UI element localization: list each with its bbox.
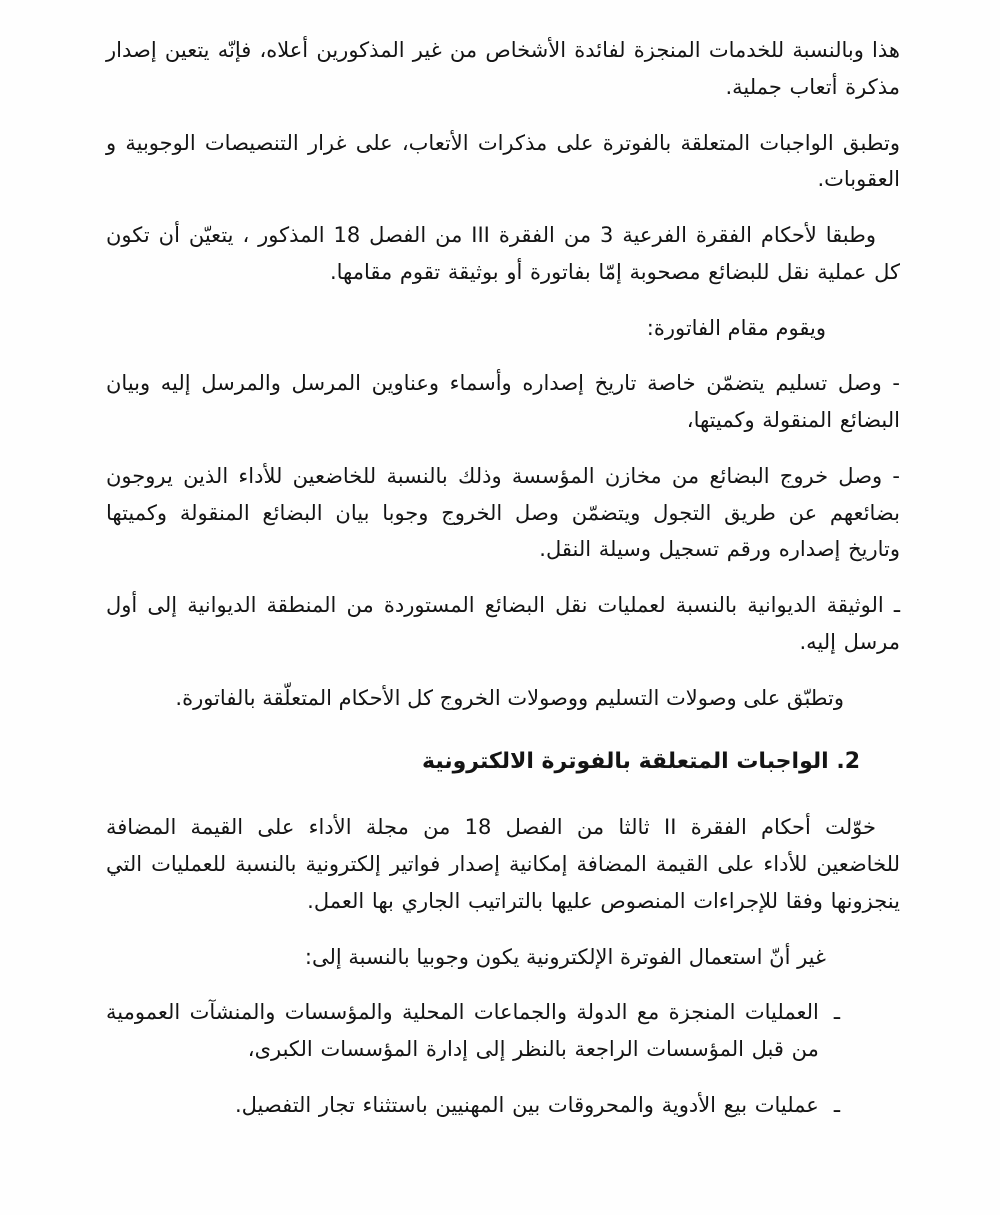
paragraph-goods-transport-requirement: وطبقا لأحكام الفقرة الفرعية 3 من الفقرة III من الفصل 18 المذكور ، يتعيّن أن تكون كل عملية نقل للبضائع مصحوبة إمّا بفاتورة أو بوثيقة تقوم مقامها. <box>106 223 900 284</box>
list-item-customs-document: ـ الوثيقة الديوانية بالنسبة لعمليات نقل البضائع المستوردة من المنطقة الديوانية إلى أول مرسل إليه. <box>106 593 900 654</box>
paragraph-fee-notes-obligations: وتطبق الواجبات المتعلقة بالفوترة على مذكرات الأتعاب، على غرار التنصيصات الوجوبية و العقوبات. <box>106 130 900 192</box>
dash-marker: ـ <box>833 1092 840 1117</box>
list-item-state-public-operations <box>106 994 840 1068</box>
list-item-goods-exit-receipt: - وصل خروج البضائع من مخازن المؤسسة وذلك بالنسبة للخاضعين للأداء الذين يروجون بضائعهم عن طريق التجول ويتضمّن وصل الخروج وجوبا بيان البضائع المنقولة وكميتها وتاريخ إصداره ورقم تسجيل وسيلة النقل. <box>106 463 900 562</box>
dash-marker: ـ <box>833 1000 840 1025</box>
paragraph-receipts-invoice-provisions: وتطبّق على وصولات التسليم ووصولات الخروج كل الأحكام المتعلّقة بالفاتورة. <box>175 685 844 710</box>
paragraph-services-fee-note: هذا وبالنسبة للخدمات المنجزة لفائدة الأشخاص من غير المذكورين أعلاه، فإنّه يتعين إصدار مذكرة أتعاب جملية. <box>106 38 900 99</box>
list-item-delivery-receipt: - وصل تسليم يتضمّن خاصة تاريخ إصداره وأسماء وعناوين المرسل والمرسل إليه وبيان البضائع المنقولة وكميتها، <box>106 371 900 432</box>
section-heading-electronic-invoicing: 2. الواجبات المتعلقة بالفوترة الالكترونية <box>422 749 860 775</box>
paragraph-electronic-invoice-option: خوّلت أحكام الفقرة II ثالثا من الفصل 18 من مجلة الأداء على القيمة المضافة للخاضعين للأداء على القيمة المضافة إمكانية إصدار فواتير إلكترونية بالنسبة للعمليات التي ينجزونها وفقا للإجراءات المنصوص عليها بالتراتيب الجاري بها العمل. <box>106 815 900 913</box>
list-item-text: عمليات بيع الأدوية والمحروقات بين المهنيين باستثناء تجار التفصيل. <box>234 1092 819 1117</box>
line-invoice-substitutes-intro: ويقوم مقام الفاتورة: <box>646 315 826 340</box>
line-mandatory-electronic-invoicing-intro: غير أنّ استعمال الفوترة الإلكترونية يكون وجوبيا بالنسبة إلى: <box>304 944 826 969</box>
list-item-text: العمليات المنجزة مع الدولة والجماعات المحلية والمؤسسات والمنشآت العمومية من قبل المؤسسات الراجعة بالنظر إلى إدارة المؤسسات الكبرى، <box>106 1000 819 1062</box>
list-item-medicine-fuel-sales <box>106 1087 840 1124</box>
